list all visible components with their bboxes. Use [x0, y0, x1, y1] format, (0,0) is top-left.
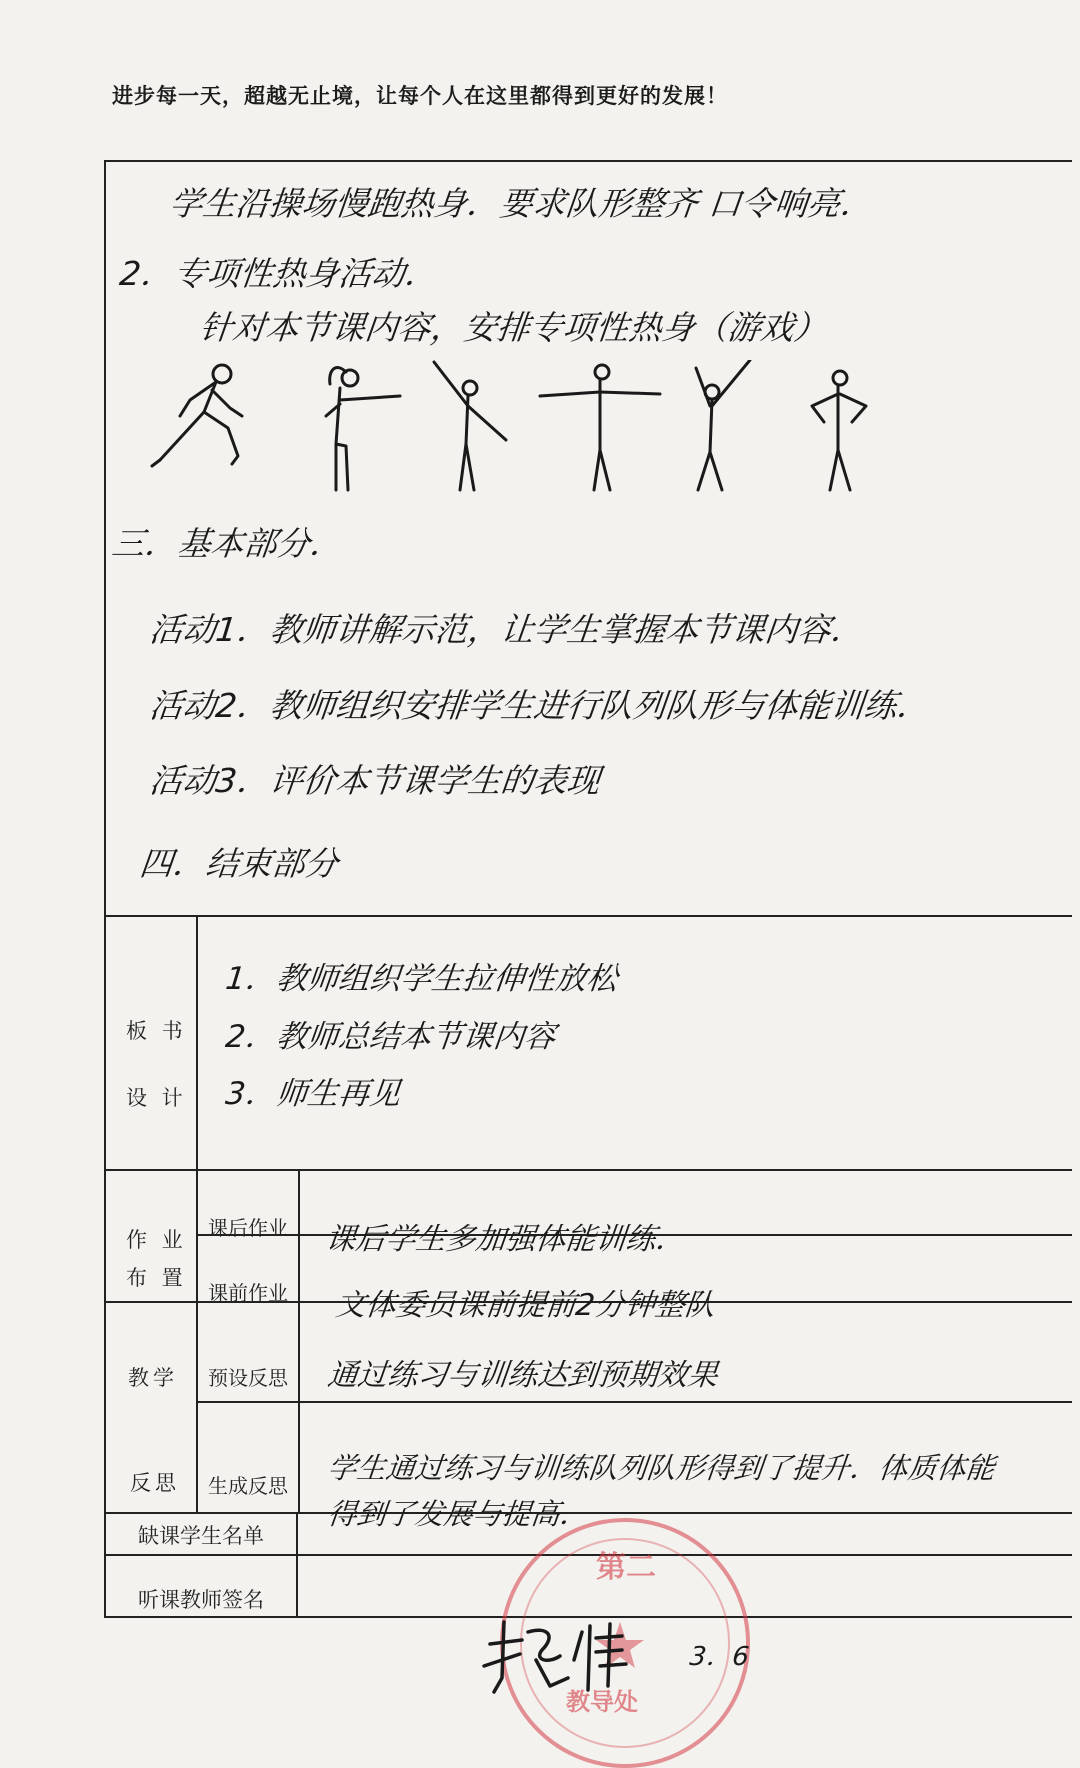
- signature-date: 3．6: [688, 1642, 751, 1672]
- after-class-homework-label: 课后作业: [208, 1216, 288, 1240]
- column-divider-labels: [196, 916, 198, 1512]
- stamp-text-top: 第二: [596, 1550, 656, 1585]
- after-class-homework-text: 课后学生多加强体能训练．: [323, 1222, 688, 1257]
- page-header-slogan: 进步每一天，超越无止境，让每个人在这里都得到更好的发展！: [112, 83, 728, 108]
- generated-reflection-label: 生成反思: [208, 1474, 288, 1498]
- preset-reflection-label: 预设反思: [208, 1366, 288, 1390]
- stamp-text-bottom: 教导处: [566, 1687, 638, 1716]
- stick-figure-hands-on-hips: [812, 371, 866, 490]
- reflection-label-top: 教学: [128, 1366, 178, 1390]
- activity-1: 活动1．教师讲解示范，让学生掌握本节课内容．: [147, 610, 866, 649]
- section3-heading: 三．基本部分．: [109, 524, 345, 563]
- column-divider-footer: [296, 1513, 298, 1617]
- stick-figure-lunge: [152, 365, 242, 466]
- reflection-label-bottom: 反思: [130, 1471, 180, 1495]
- preset-reflection-text: 通过练习与训练达到预期效果: [325, 1358, 720, 1393]
- section2-heading: 2．专项性热身活动．: [117, 254, 440, 293]
- observer-signature-label: 听课教师签名: [138, 1588, 264, 1612]
- board-design-label-bottom: 设 计: [126, 1086, 187, 1110]
- board-item-1: 1．教师组织学生拉伸性放松: [223, 961, 620, 997]
- stick-figure-t-pose: [540, 365, 660, 490]
- generated-reflection-line-1: 学生通过练习与训练队列队形得到了提升．体质体能: [326, 1451, 997, 1485]
- absent-students-label: 缺课学生名单: [138, 1524, 264, 1548]
- divider-reflection-middle: [196, 1401, 1072, 1403]
- board-design-label-top: 板 书: [126, 1019, 187, 1043]
- divider-homework-top: [104, 1169, 1072, 1171]
- warmup-text: 学生沿操场慢跑热身．要求队形整齐 口令响亮．: [167, 184, 876, 223]
- activity-3: 活动3．评价本节课学生的表现: [147, 761, 602, 800]
- section2-text: 针对本节课内容，安排专项性热身（游戏）: [197, 308, 829, 347]
- stick-figure-arms-up: [696, 360, 750, 490]
- activity-2: 活动2．教师组织安排学生进行队列队形与体能训练．: [147, 686, 932, 725]
- handwritten-signature: [478, 1616, 708, 1706]
- board-item-2: 2．教师总结本节课内容: [223, 1019, 558, 1055]
- column-divider-sublabels: [298, 1170, 300, 1512]
- board-item-3: 3．师生再见: [223, 1076, 403, 1112]
- generated-reflection-line-2: 得到了发展与提高．: [326, 1497, 591, 1531]
- stick-figure-arm-forward: [326, 368, 400, 490]
- homework-label-top: 作 业: [126, 1228, 187, 1252]
- before-class-homework-label: 课前作业: [208, 1281, 288, 1305]
- divider-board-design-top: [104, 915, 1072, 917]
- stick-figure-arm-diagonal: [434, 362, 506, 490]
- section4-heading: 四．结束部分: [137, 844, 340, 883]
- homework-label-bottom: 布 置: [126, 1266, 187, 1290]
- before-class-homework-text: 文体委员课前提前2分钟整队: [333, 1288, 717, 1323]
- stick-figure-exercise-illustration: [150, 360, 970, 510]
